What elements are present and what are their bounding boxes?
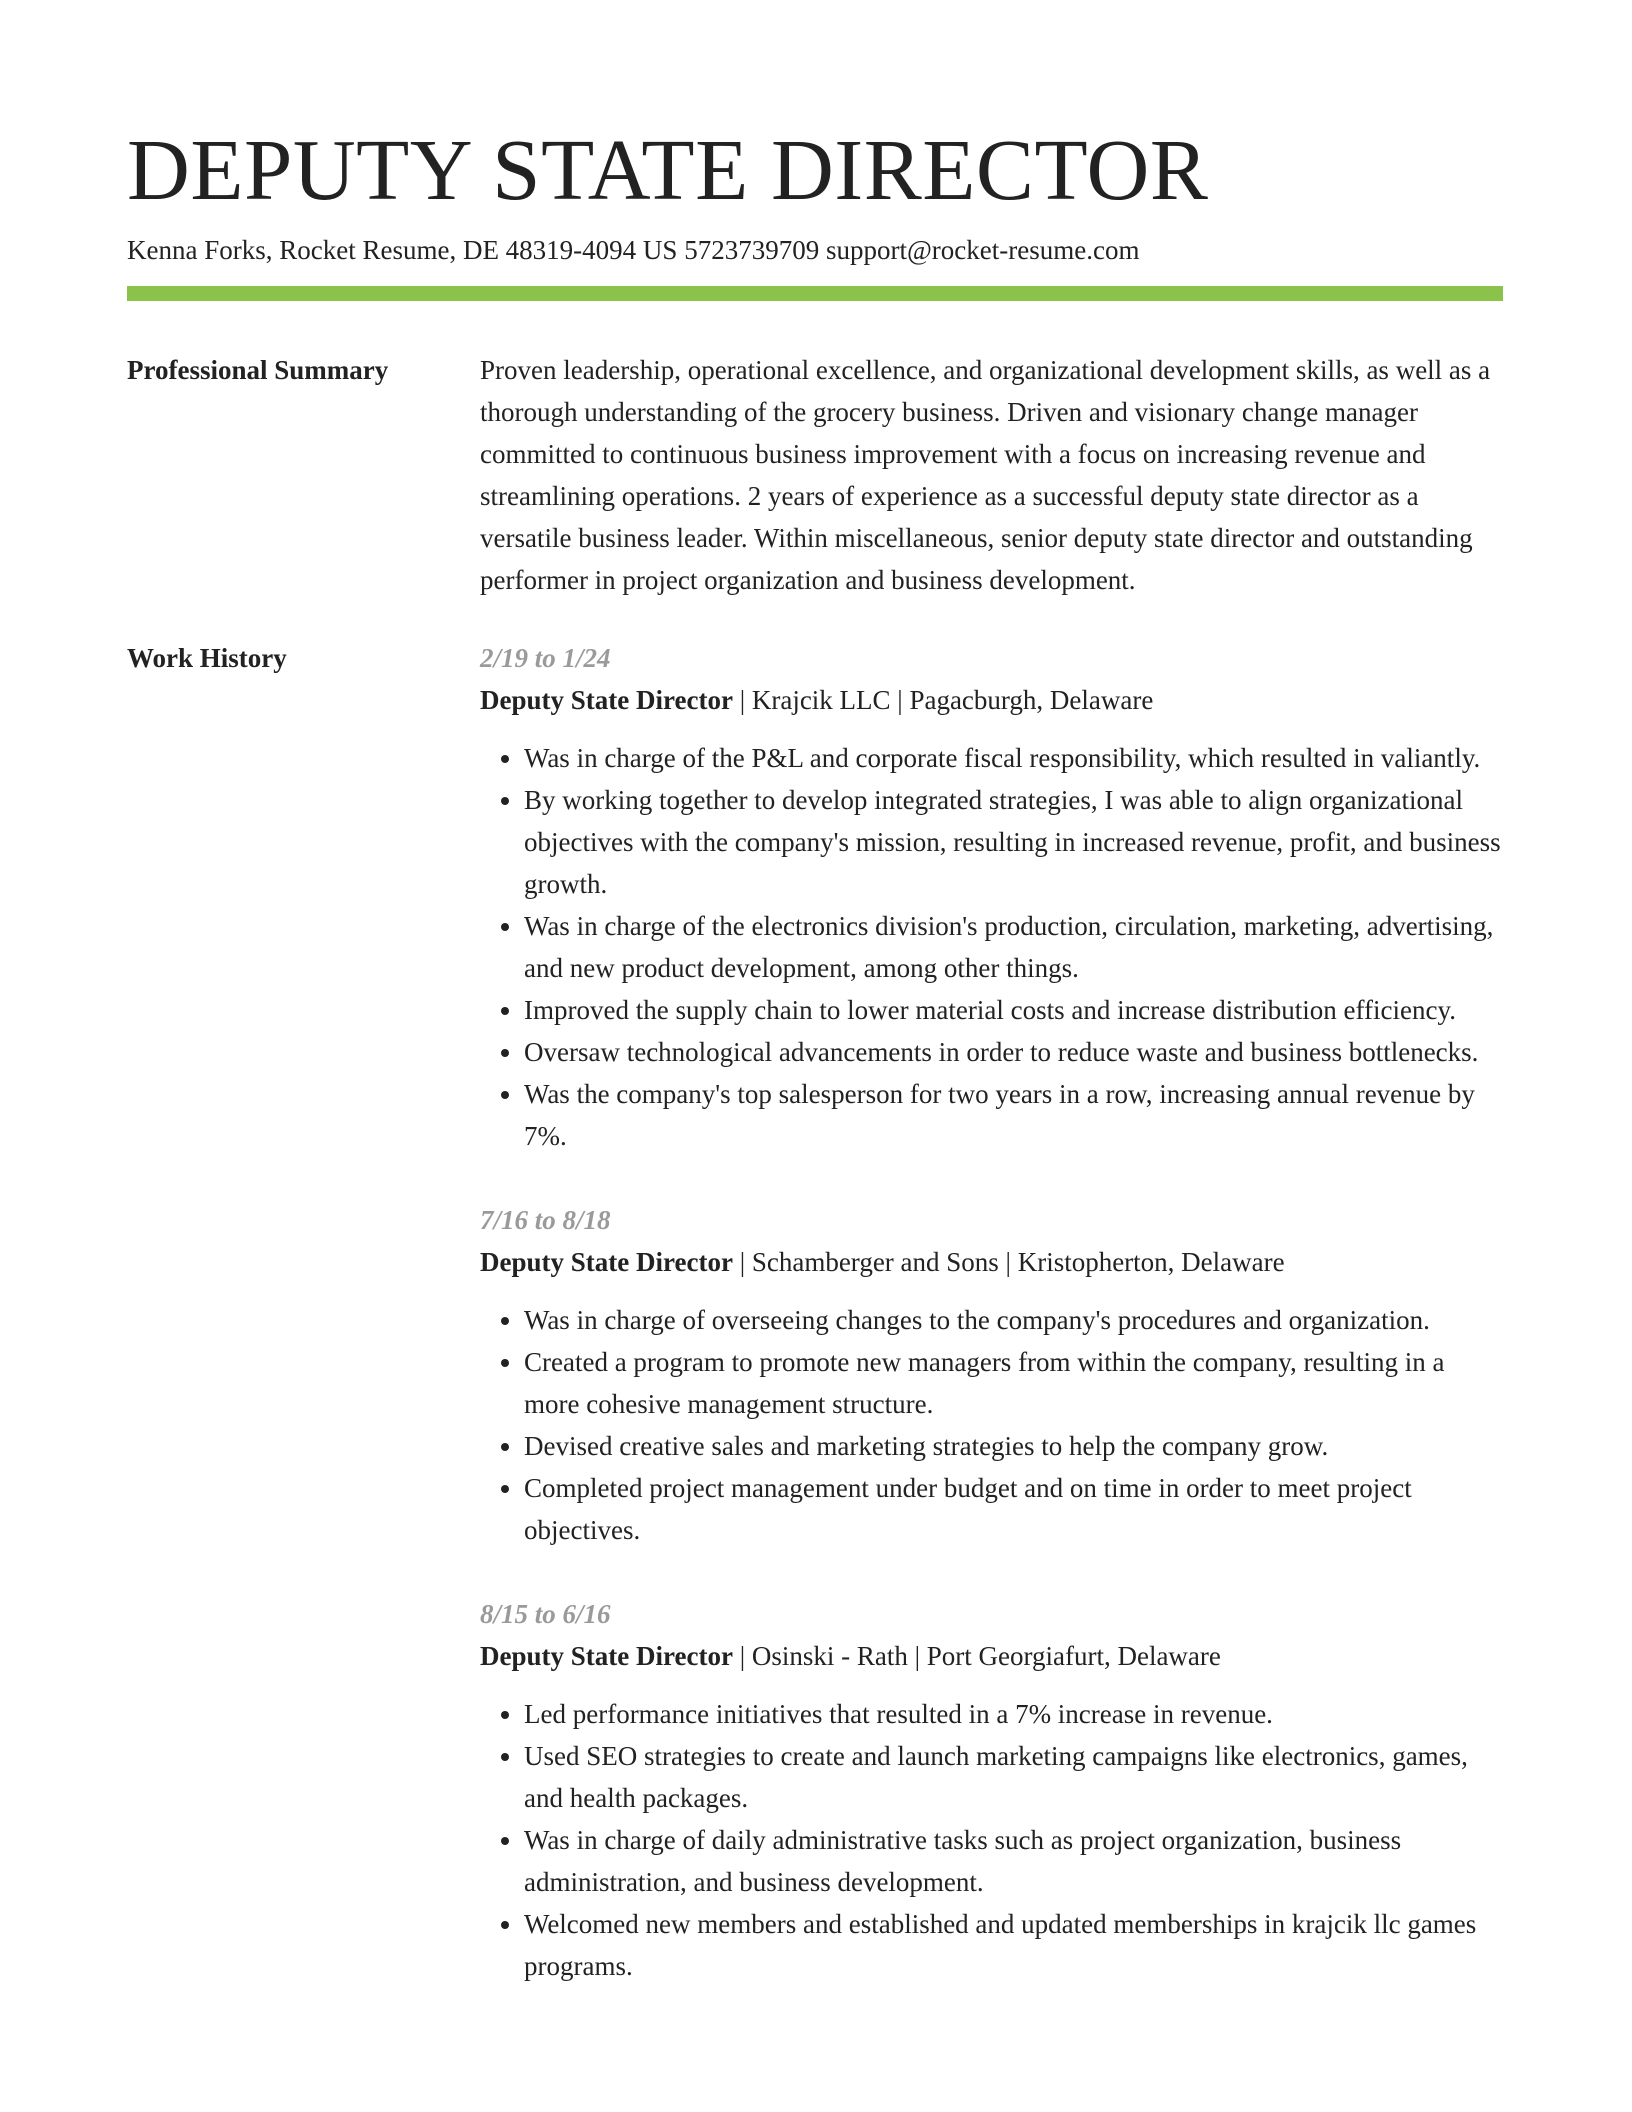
job-bullet: • Completed project management under budget and on time in order to meet project objectives. [524,1467,1503,1551]
job-dates: 8/15 to 6/16 [480,1599,611,1629]
job-bullet: • Oversaw technological advancements in order to reduce waste and business bottlenecks. [524,1031,1503,1073]
job-bullet: • Was in charge of the P&L and corporate fiscal responsibility, which resulted in valiantly. [524,737,1503,779]
work-history-body [480,637,1503,2029]
job-bullet: • Improved the supply chain to lower material costs and increase distribution efficiency. [524,989,1503,1031]
job-details: | Krajcik LLC | Pagacburgh, Delaware [732,685,1154,715]
resume-page [127,120,1503,2029]
work-history-section [127,637,1503,2029]
summary-text: Proven leadership, operational excellence, and organizational development skills, as well as a thorough understanding of the grocery business. Driven and visionary change manager committed to continuous business improvement with a focus on increasing revenue and streamlining operations. 2 years of experience as a successful deputy state director as a versatile business leader. Within miscellaneous, senior deputy state director and outstanding performer in project organization and business development. [480,355,1491,595]
job-details: | Osinski - Rath | Port Georgiafurt, Delaware [732,1641,1221,1671]
job-title: Deputy State Director [480,1247,733,1277]
job-bullet-list [480,1693,1503,1987]
job-bullet: • By working together to develop integrated strategies, I was able to align organizational objectives with the company's mission, resulting in increased revenue, profit, and business growth. [524,779,1503,905]
accent-divider [127,286,1503,301]
job-entry [480,1199,1503,1551]
job-bullet-list [480,737,1503,1157]
job-heading [480,1635,1503,1677]
job-bullet: • Devised creative sales and marketing strategies to help the company grow. [524,1425,1503,1467]
job-bullet: • Led performance initiatives that resulted in a 7% increase in revenue. [524,1693,1503,1735]
job-title: Deputy State Director [480,1641,733,1671]
contact-line: Kenna Forks, Rocket Resume, DE 48319-4094 US 5723739709 support@rocket-resume.com [127,235,1140,265]
job-entry [480,1593,1503,1987]
job-bullet: • Was in charge of daily administrative tasks such as project organization, business administration, and business development. [524,1819,1503,1903]
job-bullet: • Created a program to promote new managers from within the company, resulting in a more cohesive management structure. [524,1341,1503,1425]
job-bullet-list [480,1299,1503,1551]
job-bullet: • Was the company's top salesperson for two years in a row, increasing annual revenue by 7%. [524,1073,1503,1157]
resume-title: DEPUTY STATE DIRECTOR [127,121,1209,218]
section-label-summary: Professional Summary [127,355,389,385]
professional-summary-section [127,349,1503,601]
job-bullet: • Was in charge of the electronics division's production, circulation, marketing, advertising, and new product development, among other things. [524,905,1503,989]
section-label-work-history: Work History [127,643,287,673]
job-bullet: • Was in charge of overseeing changes to the company's procedures and organization. [524,1299,1503,1341]
job-dates: 2/19 to 1/24 [480,643,611,673]
job-title: Deputy State Director [480,685,733,715]
job-bullet: • Welcomed new members and established and updated memberships in krajcik llc games programs. [524,1903,1503,1987]
job-details: | Schamberger and Sons | Kristopherton, Delaware [732,1247,1285,1277]
job-dates: 7/16 to 8/18 [480,1205,611,1235]
job-bullet: • Used SEO strategies to create and launch marketing campaigns like electronics, games, and health packages. [524,1735,1503,1819]
job-heading [480,1241,1503,1283]
job-heading [480,679,1503,721]
summary-body [480,349,1503,601]
job-entry [480,637,1503,1157]
